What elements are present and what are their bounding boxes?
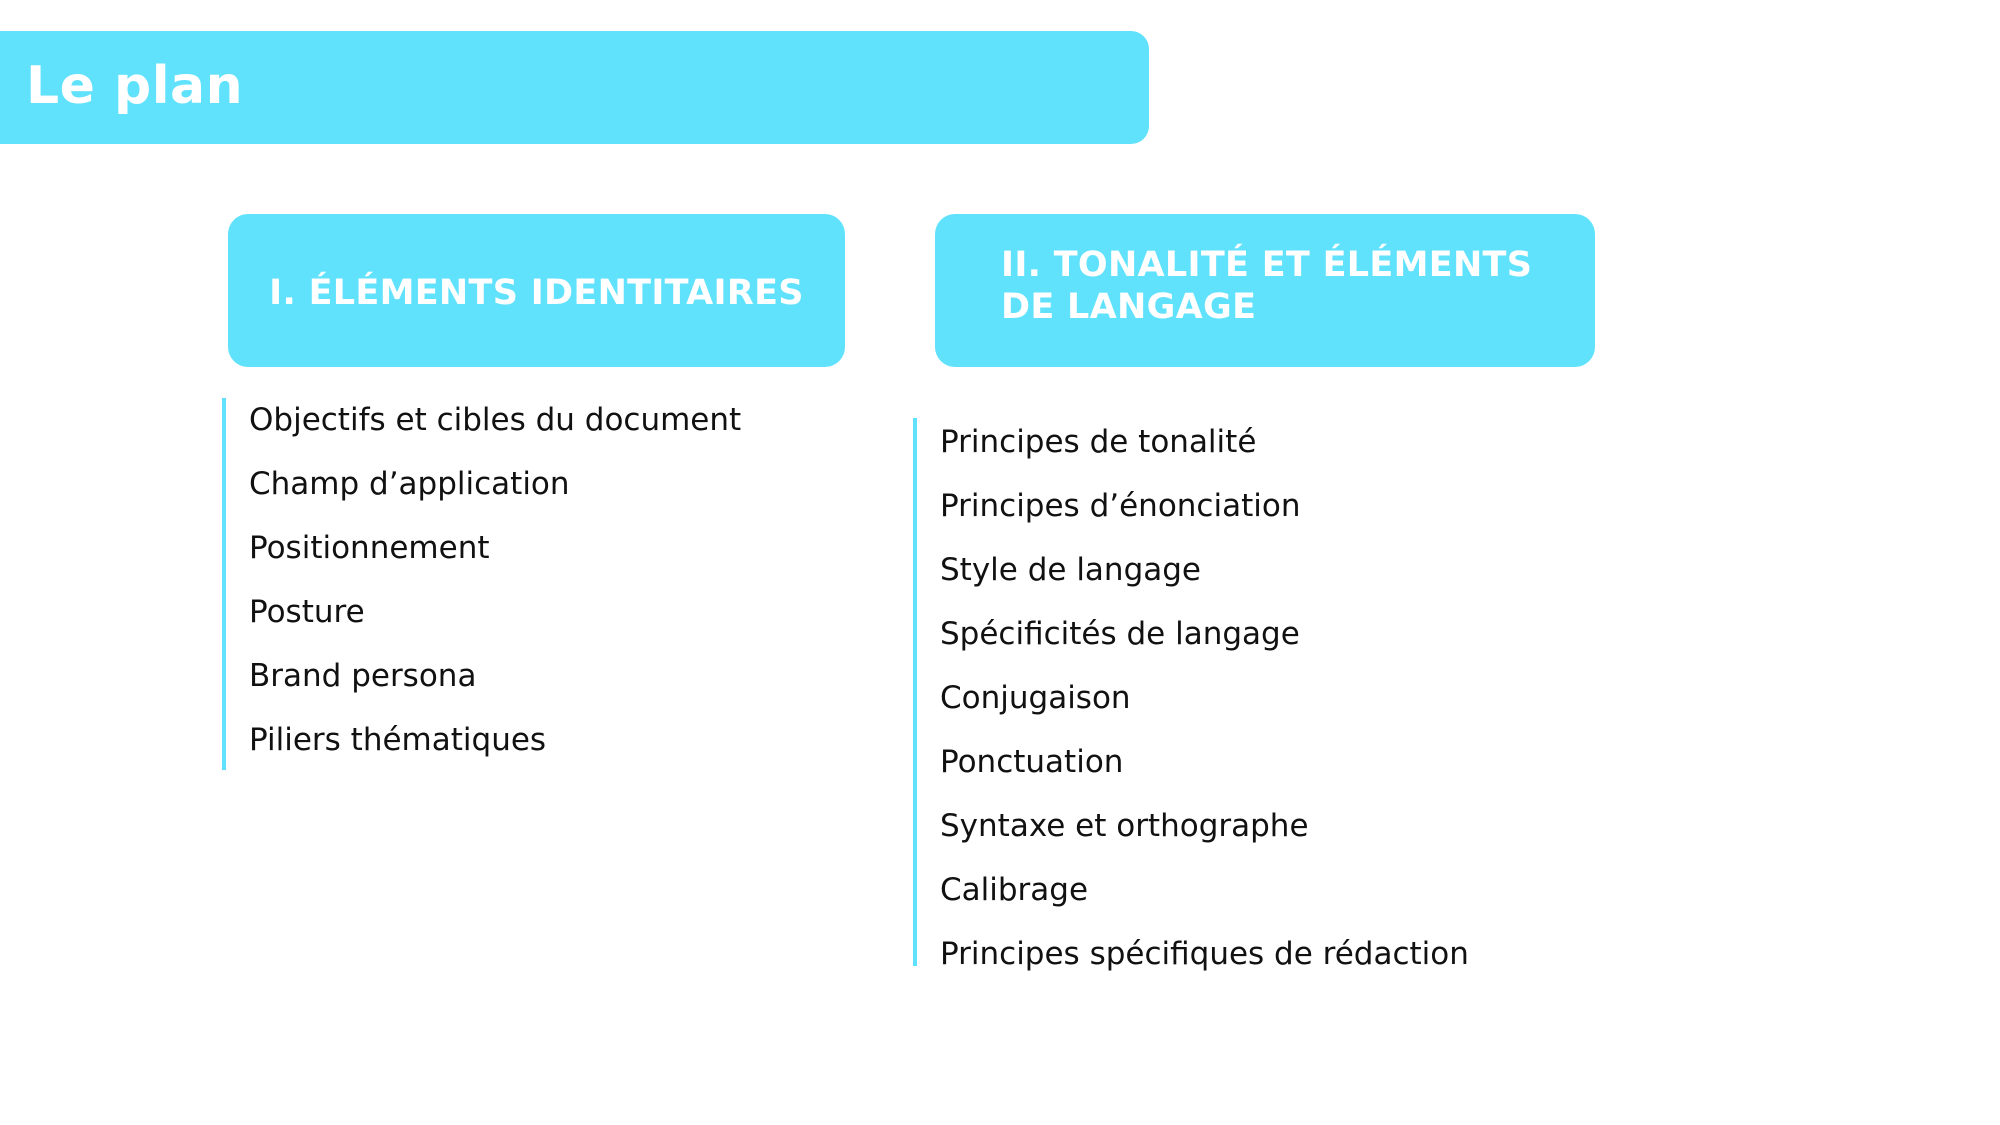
section-2-heading: II. TONALITÉ ET ÉLÉMENTS DE LANGAGE [1001, 245, 1533, 327]
section-1-list [222, 398, 741, 770]
section-2-header [935, 214, 1595, 367]
list-item: Style de langage [940, 552, 1202, 588]
list-item: Syntaxe et orthographe [940, 808, 1309, 844]
title-banner [0, 31, 1149, 144]
list-item: Calibrage [940, 872, 1089, 908]
list-item: Piliers thématiques [249, 722, 547, 758]
page-title: Le plan [26, 55, 244, 116]
list-item: Spécificités de langage [940, 616, 1300, 652]
section-1-heading: I. ÉLÉMENTS IDENTITAIRES [269, 272, 804, 313]
list-item: Principes spécifiques de rédaction [940, 936, 1469, 972]
list-item: Principes de tonalité [940, 424, 1257, 460]
list-item: Principes d’énonciation [940, 488, 1301, 524]
section-2-list [913, 418, 1469, 972]
list-item: Objectifs et cibles du document [249, 402, 742, 438]
list-item: Ponctuation [940, 744, 1124, 780]
list-item: Posture [249, 594, 365, 630]
list-item: Brand persona [249, 658, 477, 694]
list-item: Conjugaison [940, 680, 1131, 716]
list-item: Positionnement [249, 530, 490, 566]
list-item: Champ d’application [249, 466, 570, 502]
section-1-header [228, 214, 845, 367]
